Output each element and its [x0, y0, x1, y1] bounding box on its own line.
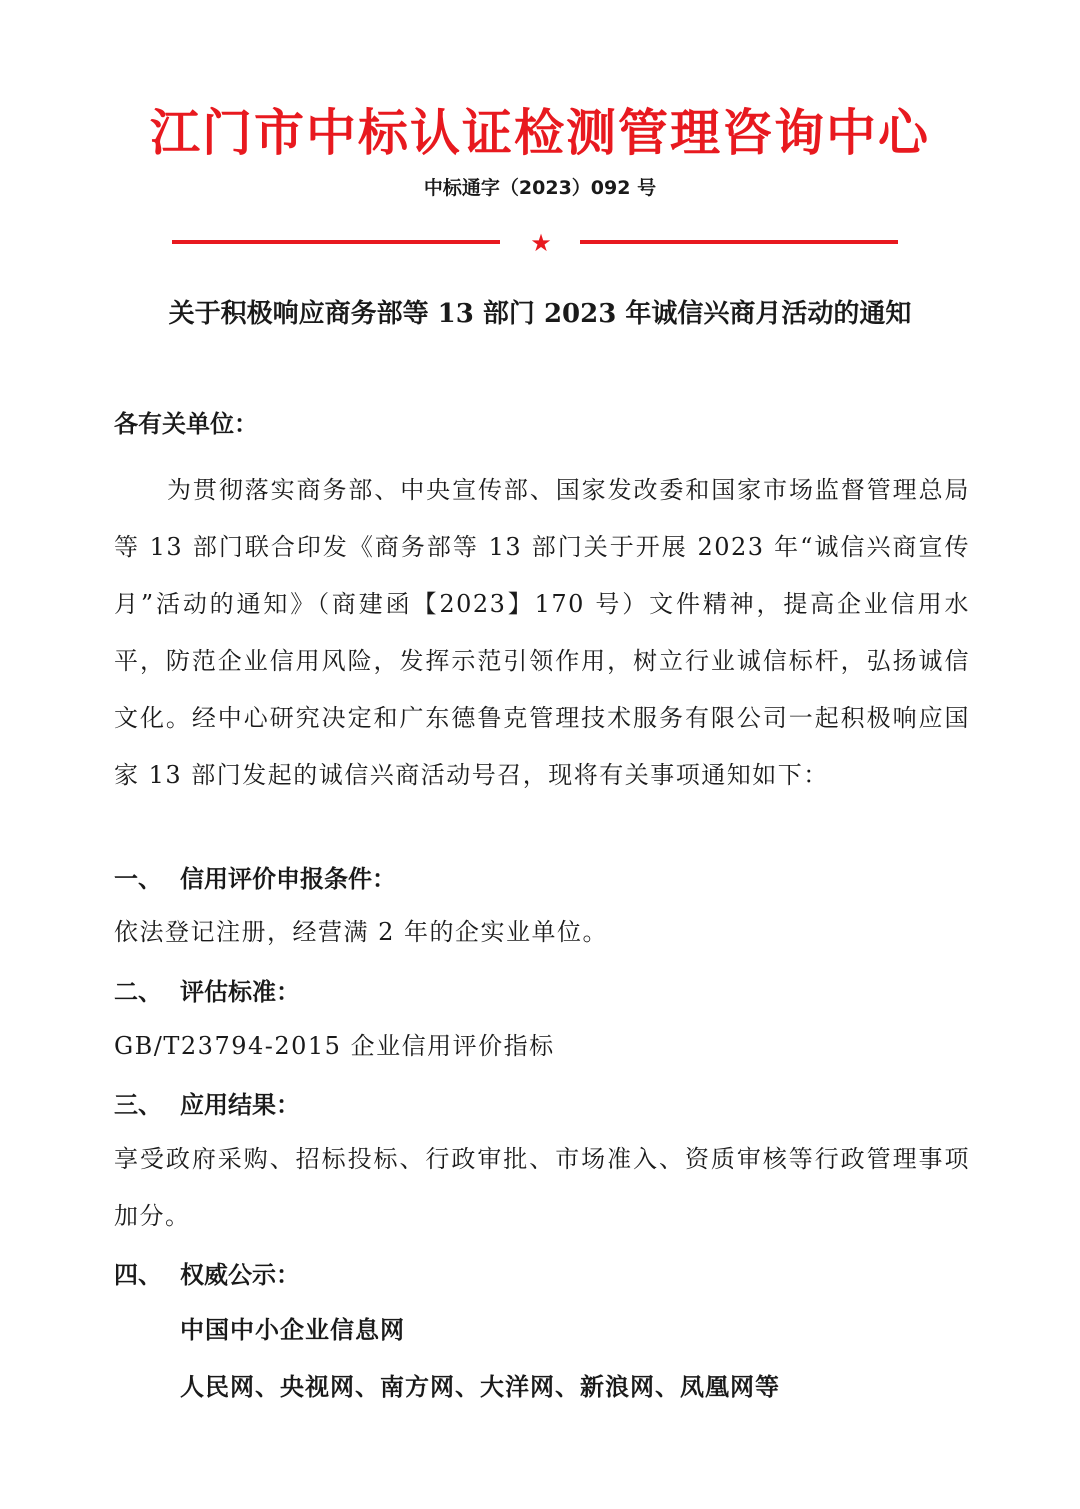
notice-title: 关于积极响应商务部等 13 部门 2023 年诚信兴商月活动的通知: [168, 299, 912, 329]
section-text-3: 享受政府采购、招标投标、行政审批、市场准入、资质审核等行政管理事项加分。: [114, 1145, 970, 1230]
body-paragraph: 为贯彻落实商务部、中央宣传部、国家发改委和国家市场监督管理总局等 13 部门联合印发《商务部等 13 部门关于开展 2023 年“诚信兴商宣传月”活动的通知》（商建函【2023】170 号）文件精神，提高企业信用水平，防范企业信用风险，发挥示范引领作用，树立行业诚信标杆，弘扬诚信文化。经中心研究决定和广东德鲁克管理技术服务有限公司一起积极响应国家 13 部门发起的诚信兴商活动号召，现将有关事项通知如下：: [114, 476, 970, 789]
doc-number: 中标通字（2023）092 号: [423, 177, 657, 199]
section-text-1: 依法登记注册，经营满 2 年的企实业单位。: [114, 918, 609, 946]
section-heading-label: 评估标准：: [180, 977, 300, 1006]
star-icon: ★: [530, 229, 552, 257]
section-number: 一、: [114, 864, 162, 893]
section-heading-label: 权威公示：: [180, 1260, 300, 1289]
section-text-2: GB/T23794-2015 企业信用评价指标: [114, 1032, 555, 1060]
salutation: 各有关单位：: [114, 409, 258, 438]
org-title: 江门市中标认证检测管理咨询中心: [150, 103, 930, 162]
header-rule-right: [580, 240, 898, 244]
publicity-item: 人民网、央视网、南方网、大洋网、新浪网、凤凰网等: [180, 1372, 780, 1401]
publicity-item: 中国中小企业信息网: [180, 1315, 405, 1344]
section-number: 三、: [114, 1090, 162, 1119]
section-heading-4: [114, 1257, 300, 1293]
header-rule-left: [172, 240, 500, 244]
section-heading-2: [114, 974, 300, 1010]
section-heading-3: [114, 1087, 300, 1123]
section-number: 四、: [114, 1260, 162, 1289]
section-heading-1: [114, 861, 396, 897]
section-heading-label: 信用评价申报条件：: [180, 864, 396, 893]
section-heading-label: 应用结果：: [180, 1090, 300, 1119]
section-number: 二、: [114, 977, 162, 1006]
